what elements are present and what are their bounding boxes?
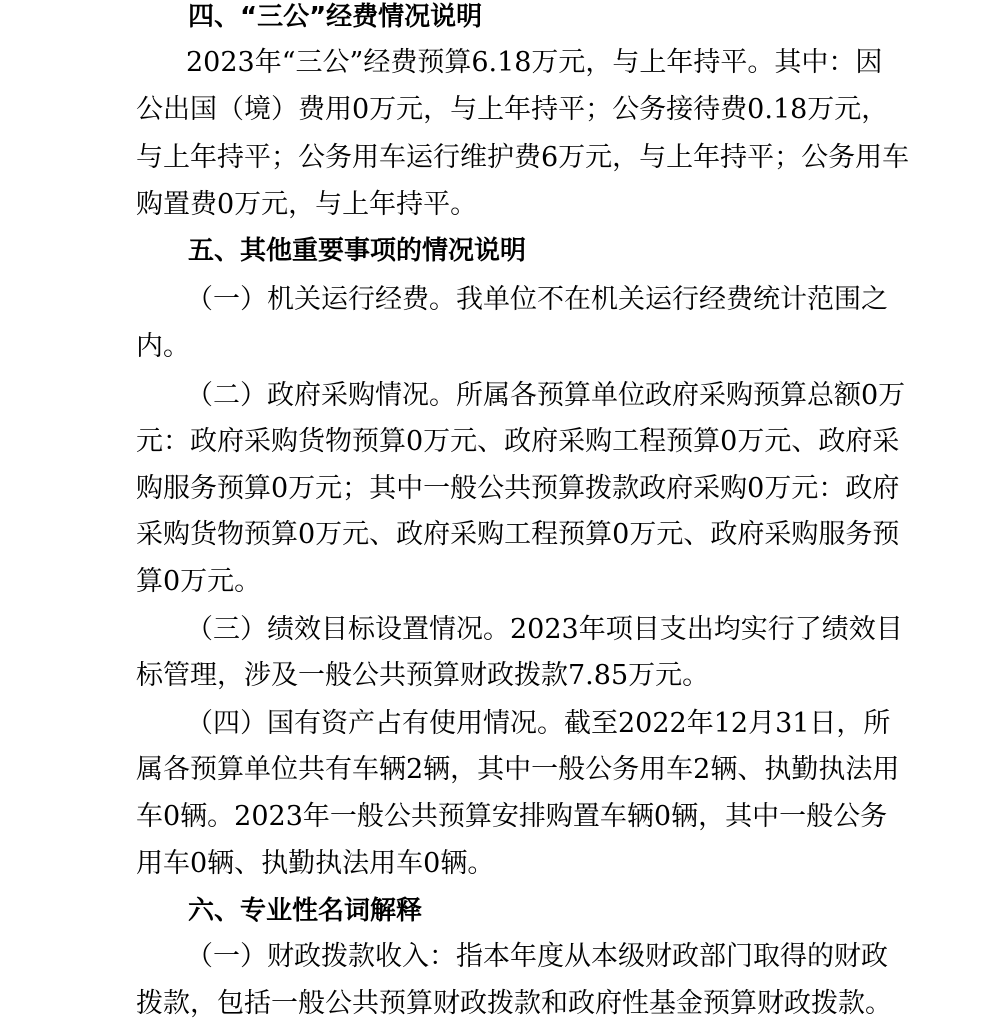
section-6-line-2: 拨款，包括一般公共预算财政拨款和政府性基金预算财政拨款。 xyxy=(136,988,892,1019)
paragraph-4-line-4: 用车0辆、执勤执法用车0辆。 xyxy=(136,848,495,879)
section-4-line-2: 公出国（境）费用0万元，与上年持平；公务接待费0.18万元， xyxy=(136,94,889,125)
section-heading-5: 五、其他重要事项的情况说明 xyxy=(188,236,527,266)
section-4-line-4: 购置费0万元，与上年持平。 xyxy=(136,189,478,220)
section-6-line-1: （一）财政拨款收入：指本年度从本级财政部门取得的财政 xyxy=(186,941,888,972)
paragraph-2-line-5: 算0万元。 xyxy=(136,566,262,597)
paragraph-4-line-1: （四）国有资产占有使用情况。截至2022年12月31日，所 xyxy=(186,708,891,739)
paragraph-2-line-3: 购服务预算0万元；其中一般公共预算拨款政府采购0万元：政府 xyxy=(136,473,900,504)
section-heading-4: 四、“三公”经费情况说明 xyxy=(188,2,483,32)
paragraph-2-line-2: 元：政府采购货物预算0万元、政府采购工程预算0万元、政府采 xyxy=(136,426,900,457)
paragraph-3-line-2: 标管理，涉及一般公共预算财政拨款7.85万元。 xyxy=(136,660,710,691)
paragraph-3-line-1: （三）绩效目标设置情况。2023年项目支出均实行了绩效目 xyxy=(186,614,903,645)
section-4-line-1: 2023年“三公”经费预算6.18万元，与上年持平。其中：因 xyxy=(186,47,883,78)
paragraph-1-line-1: （一）机关运行经费。我单位不在机关运行经费统计范围之 xyxy=(186,284,888,315)
paragraph-2-line-4: 采购货物预算0万元、政府采购工程预算0万元、政府采购服务预 xyxy=(136,519,900,550)
paragraph-2-line-1: （二）政府采购情况。所属各预算单位政府采购预算总额0万 xyxy=(186,380,906,411)
section-heading-6: 六、专业性名词解释 xyxy=(188,896,423,926)
paragraph-1-line-2: 内。 xyxy=(136,331,190,362)
paragraph-4-line-3: 车0辆。2023年一般公共预算安排购置车辆0辆，其中一般公务 xyxy=(136,801,888,832)
section-4-line-3: 与上年持平；公务用车运行维护费6万元，与上年持平；公务用车 xyxy=(136,142,910,173)
paragraph-4-line-2: 属各预算单位共有车辆2辆，其中一般公务用车2辆、执勤执法用 xyxy=(136,754,900,785)
